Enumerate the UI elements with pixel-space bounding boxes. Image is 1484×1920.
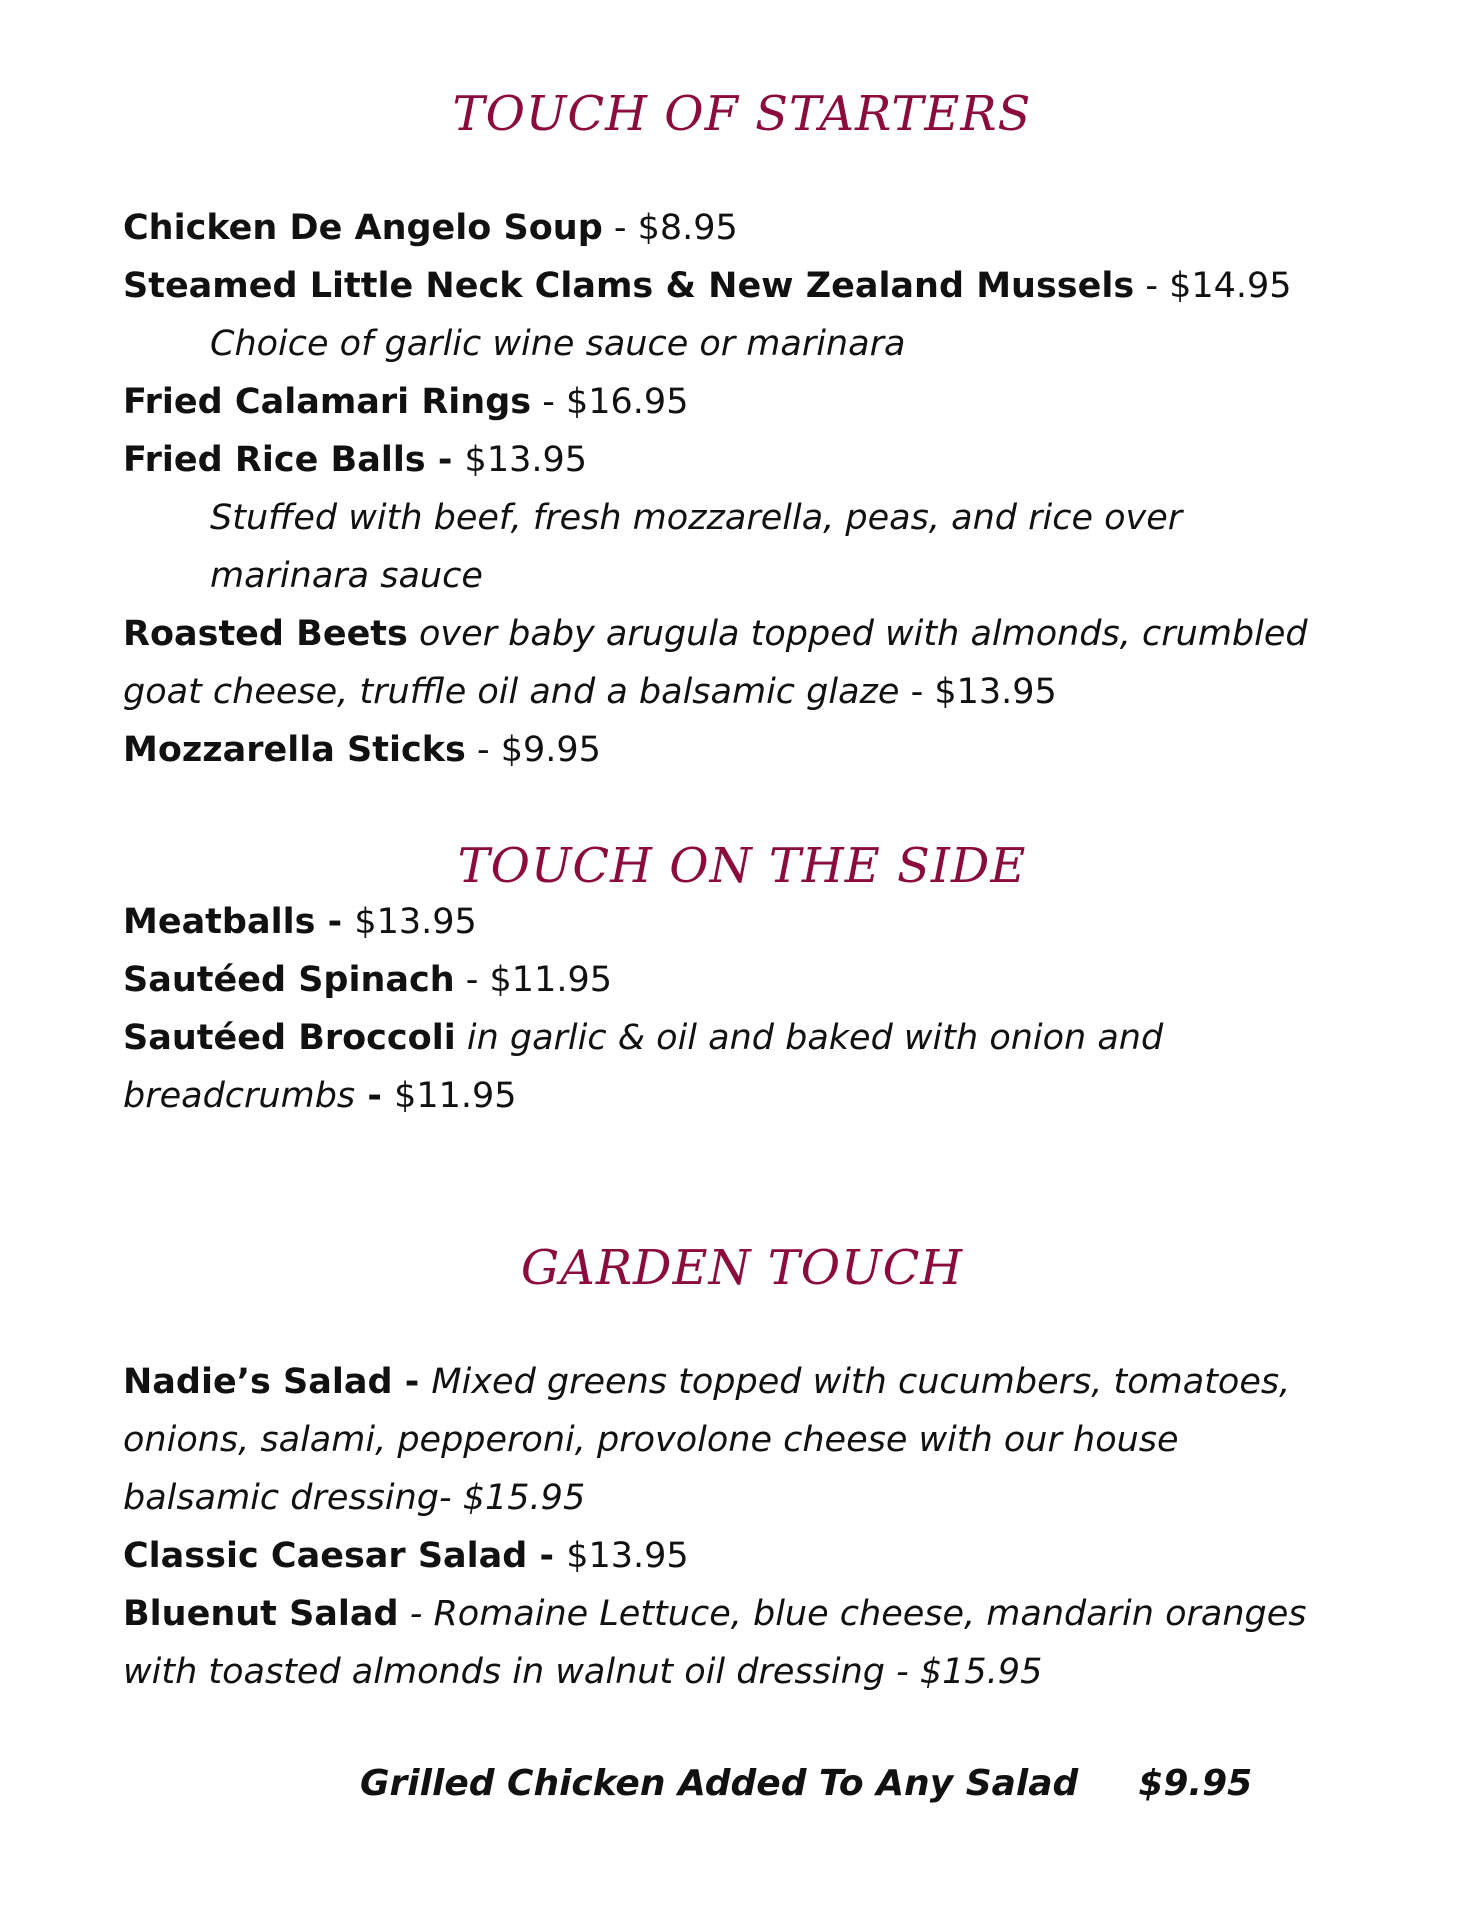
menu-item-bluenut-salad xyxy=(123,1592,1307,1636)
menu-item-rice-balls xyxy=(123,438,587,482)
item-dash: - xyxy=(355,1076,395,1116)
item-name: Chicken De Angelo Soup xyxy=(123,208,603,248)
item-price: - $9.95 xyxy=(465,730,601,770)
menu-item-chicken-soup xyxy=(123,206,738,250)
item-price: - $14.95 xyxy=(1134,266,1292,306)
menu-item-nadies-salad xyxy=(123,1360,1290,1404)
menu-item-clams-mussels xyxy=(123,264,1292,308)
menu-item-roasted-beets xyxy=(123,612,1308,656)
item-description: over baby arugula topped with almonds, crumbled xyxy=(407,614,1308,654)
menu-item-meatballs xyxy=(123,900,477,944)
item-price: $11.95 xyxy=(394,1076,517,1116)
menu-item-broccoli-cont xyxy=(123,1074,517,1118)
item-name: Fried Rice Balls - xyxy=(123,440,465,480)
heading-garden: GARDEN TOUCH xyxy=(520,1240,964,1296)
item-description: Stuffed with beef, fresh mozzarella, peas, and rice over xyxy=(210,498,1183,538)
item-name: Classic Caesar Salad - xyxy=(123,1536,567,1576)
item-name: Bluenut Salad xyxy=(123,1594,399,1634)
item-name: Steamed Little Neck Clams & New Zealand Mussels xyxy=(123,266,1135,306)
item-name: Sautéed Broccoli xyxy=(123,1018,456,1058)
menu-item-spinach xyxy=(123,958,612,1002)
item-price: - $8.95 xyxy=(602,208,738,248)
item-description: balsamic dressing- $15.95 xyxy=(123,1478,586,1518)
item-description: in garlic & oil and baked with onion and xyxy=(455,1018,1164,1058)
item-description: breadcrumbs xyxy=(123,1076,356,1116)
item-price: - $16.95 xyxy=(531,382,689,422)
heading-side: TOUCH ON THE SIDE xyxy=(457,838,1027,894)
item-name: Roasted Beets xyxy=(123,614,408,654)
item-price: - $13.95 xyxy=(899,672,1057,712)
item-name: Meatballs - xyxy=(123,902,355,942)
menu-item-mozzarella-sticks xyxy=(123,728,601,772)
heading-starters: TOUCH OF STARTERS xyxy=(452,86,1032,142)
item-price: - $11.95 xyxy=(454,960,613,1000)
addon-label: Grilled Chicken Added To Any Salad xyxy=(360,1763,1079,1804)
item-name: Mozzarella Sticks xyxy=(123,730,466,770)
item-name: Fried Calamari Rings xyxy=(123,382,532,422)
item-name: Nadie’s Salad - xyxy=(123,1362,432,1402)
item-name: Sautéed Spinach xyxy=(123,960,455,1000)
menu-item-roasted-beets-cont xyxy=(123,670,1057,714)
item-description: with toasted almonds in walnut oil dressing - $15.95 xyxy=(123,1652,1043,1692)
item-price: $13.95 xyxy=(354,902,477,942)
item-description: Mixed greens topped with cucumbers, tomatoes, xyxy=(431,1362,1291,1402)
item-description: marinara sauce xyxy=(210,556,483,596)
item-description: Choice of garlic wine sauce or marinara xyxy=(210,324,906,364)
item-description: onions, salami, pepperoni, provolone cheese with our house xyxy=(123,1420,1179,1460)
addon-price: $9.95 xyxy=(1138,1763,1253,1804)
item-price: $13.95 xyxy=(464,440,588,480)
menu-item-broccoli xyxy=(123,1016,1163,1060)
item-description: - Romaine Lettuce, blue cheese, mandarin oranges xyxy=(398,1594,1307,1634)
item-price: $13.95 xyxy=(566,1536,689,1576)
grilled-chicken-addon xyxy=(360,1762,1252,1806)
menu-item-calamari xyxy=(123,380,688,424)
menu-item-caesar-salad xyxy=(123,1534,689,1578)
item-description: goat cheese, truffle oil and a balsamic glaze xyxy=(123,672,900,712)
